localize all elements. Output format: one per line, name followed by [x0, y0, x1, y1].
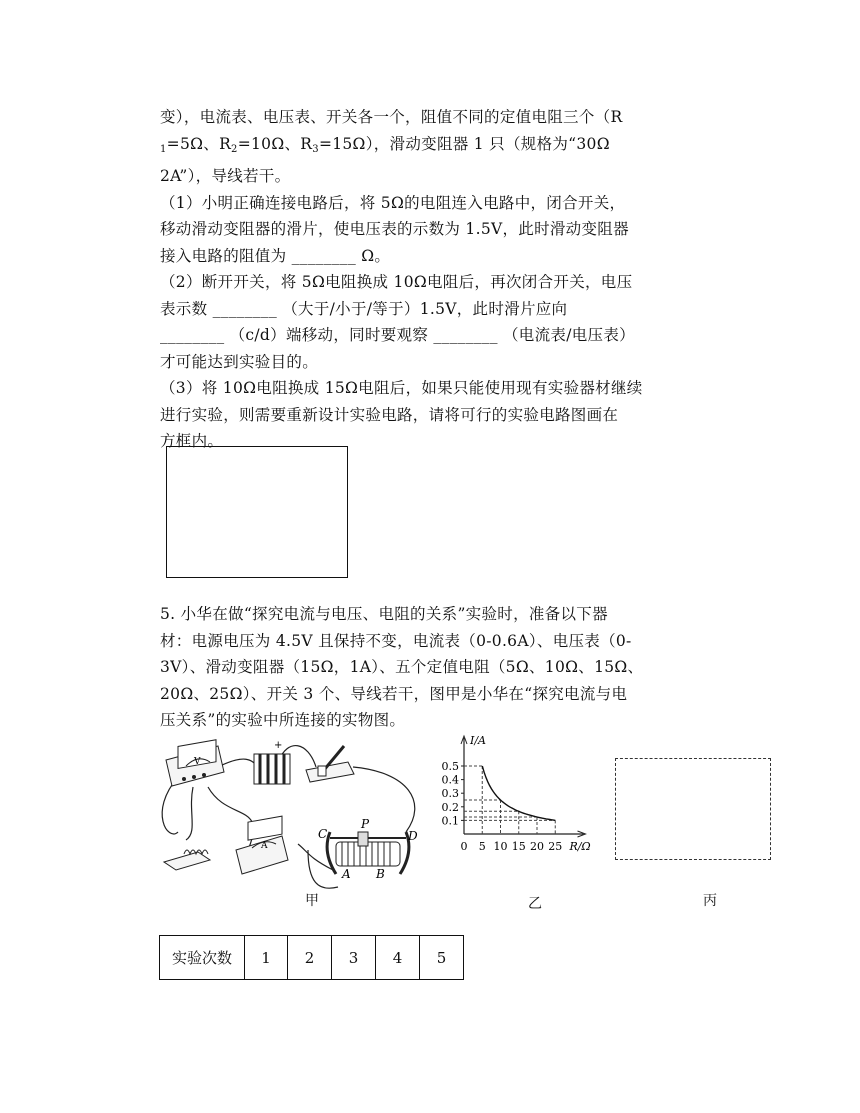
x-tick-label: 0	[460, 840, 468, 853]
table-cell: 3	[332, 936, 376, 980]
question-2-line: ________ （c/d）端移动，同时要观察 ________ （电流表/电压表）	[160, 326, 635, 344]
text-line: 2A”），导线若干。	[160, 167, 291, 185]
switch-icon	[306, 746, 354, 782]
figure-bing-box[interactable]	[615, 758, 771, 860]
question-2-line: 才可能达到实验目的。	[160, 352, 319, 371]
y-tick-label: 0.2	[441, 800, 459, 814]
plus-label: +	[274, 740, 283, 751]
circuit-figure	[158, 732, 428, 900]
experiment-table	[159, 935, 464, 980]
x-tick-label: 20	[530, 840, 544, 853]
voltmeter-label: V	[194, 757, 201, 767]
x-axis-label: R/Ω	[569, 840, 591, 853]
slider-p-label: P	[361, 817, 370, 831]
ammeter-icon	[236, 816, 288, 874]
y-tick-label: 0.4	[441, 773, 459, 787]
terminal-b-label: B	[376, 867, 385, 881]
y-axis-label: I/A	[470, 734, 486, 747]
question-1-line: （1）小明正确连接电路后，将 5Ω的电阻连入电路中，闭合开关，	[160, 193, 626, 212]
table-cell: 4	[376, 936, 420, 980]
table-cell: 2	[288, 936, 332, 980]
rheostat-icon	[327, 832, 409, 874]
answer-drawing-box[interactable]	[166, 446, 348, 578]
voltmeter-icon	[166, 740, 224, 786]
graph-guides	[464, 766, 555, 834]
table-header-cell: 实验次数	[160, 936, 245, 980]
text-line: 变），电流表、电压表、开关各一个，阻值不同的定值电阻三个（R	[160, 108, 623, 126]
ammeter-label: A	[261, 841, 268, 851]
question-1-line: 移动滑动变阻器的滑片，使电压表的示数为 1.5V，此时滑动变阻器	[160, 220, 629, 238]
table-cell: 5	[420, 936, 464, 980]
problem-4-text	[160, 104, 700, 455]
caption-yi: 乙	[528, 896, 542, 912]
question-1-line: 接入电路的阻值为 ________ Ω。	[160, 246, 391, 265]
question-2-line: （2）断开开关，将 5Ω电阻换成 10Ω电阻后，再次闭合开关，电压	[160, 273, 633, 291]
question-2-line: 表示数 ________ （大于/小于/等于）1.5V，此时滑片应向	[160, 299, 568, 318]
text-line: 20Ω、25Ω）、开关 3 个、导线若干，图甲是小华在“探究电流与电	[160, 684, 628, 703]
terminal-a-label: A	[342, 867, 351, 881]
i-r-graph	[432, 730, 612, 880]
table-row	[160, 936, 464, 980]
y-tick-label: 0.5	[441, 760, 459, 773]
y-tick-label: 0.1	[441, 814, 459, 828]
graph-axes	[461, 736, 586, 837]
text-line: 3V）、滑动变阻器（15Ω，1A）、五个定值电阻（5Ω、10Ω、15Ω、	[160, 658, 644, 676]
x-tick-label: 15	[511, 840, 526, 853]
battery-icon	[254, 740, 290, 784]
question-3-line: （3）将 10Ω电阻换成 15Ω电阻后，如果只能使用现有实验器材继续	[160, 379, 643, 397]
terminal-c-label: C	[318, 827, 328, 841]
resistor-icon	[164, 850, 210, 870]
problem-5-text	[160, 601, 700, 734]
text-line: 材：电源电压为 4.5V 且保持不变，电流表（0-0.6A）、电压表（0-	[160, 631, 632, 650]
x-tick-label: 25	[548, 840, 563, 853]
text-line: 5. 小华在做“探究电流与电压、电阻的关系”实验时，准备以下器	[160, 605, 608, 623]
caption-bing: 丙	[703, 893, 717, 909]
question-3-line: 进行实验，则需要重新设计实验电路，请将可行的实验电路图画在	[160, 405, 619, 424]
table-cell: 1	[245, 936, 288, 980]
terminal-d-label: D	[408, 829, 418, 843]
question-3-line: 方框内。	[160, 432, 224, 450]
x-tick-label: 10	[493, 840, 508, 853]
caption-jia: 甲	[305, 893, 319, 909]
x-tick-label: 5	[478, 840, 486, 853]
text-line: 压关系”的实验中所连接的实物图。	[160, 711, 406, 729]
y-tick-label: 0.3	[441, 787, 459, 801]
text-line: $_1$=5Ω、$R_2=10\Omega$、$R_3=15\Omega$），滑动变阻器 1 只（规格为“30Ω	[160, 134, 610, 155]
